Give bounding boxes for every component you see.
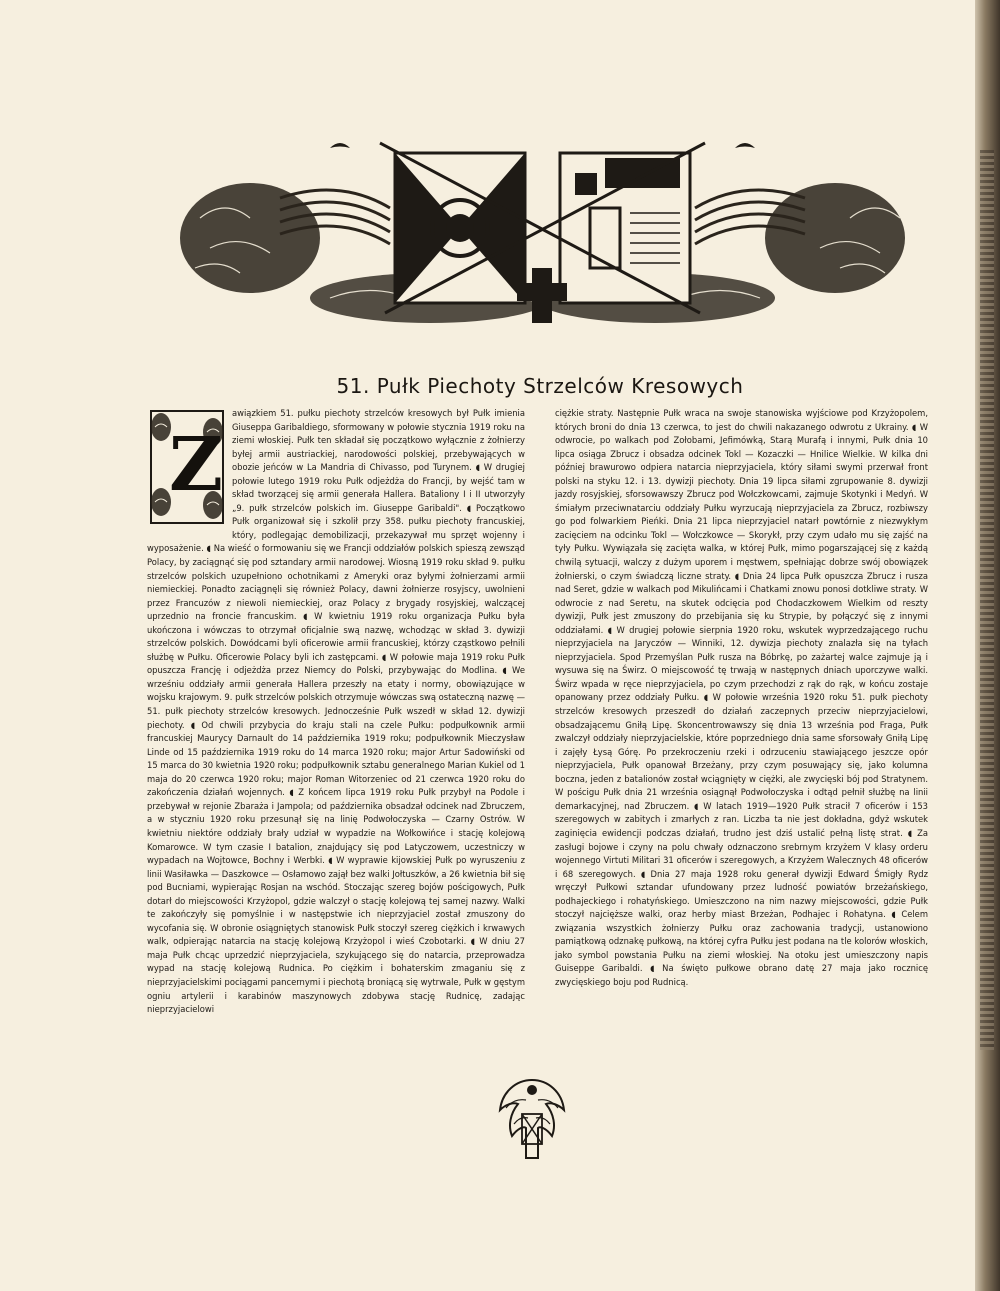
eagle-badge-emblem <box>496 1074 568 1166</box>
right-column-text: ciężkie straty. Następnie Pułk wraca na swoje stanowiska wyjściowe pod Krzyżopolem, których broni do dnia 13 czerwca, to jest do chwili nakazanego odwrotu z Ukrainy. ◖ W odwrocie, po walkach pod Zołobami, Jefimówką, Starą Murafą i innymi, Pułk dnia 10 lipca osiąga Zbrucz i obsadza odcinek Tokl — Kozaczki — Hnilice Wielkie. W kilka dni później brawurowo odpiera natarcia nieprzyjaciela, który siłami swymi przerwał front polski na styku 12. i 13. dywizji piechoty. Dnia 19 lipca siłami zgrupowanie 8. dywizji jazdy rosyjskiej, sforsowawszy Zbrucz pod Wołczkowcami, zajmuje Skotynki i Medyń. W śmiałym przeciwnatarciu oddziały Pułku wyrzucają nieprzyjaciela za Zbrucz, rozbiwszy go pod folwarkiem Pieńki. Dnia 21 lipca nieprzyjaciel natarł powtórnie z niezwykłym zacięciem na odcinku Tokl — Wołczkowce — Skorykł, przy czym udało mu się zajść na tyły Pułku. Wywiązała się zacięta walka, w której Pułk, mimo pogarszającej się z każdą chwilą sytuacji, walczy z dużym uporem i męstwem, spełniając dobrze swój obowiązek żołnierski, o czym świadczą liczne straty. ◖ Dnia 24 lipca Pułk opuszcza Zbrucz i rusza nad Seret, gdzie w walkach pod Mikulińcami i Chatkami znowu ponosi dotkliwe straty. W odwrocie z nad Seretu, na skutek odcięcia pod Chodaczkowem Wielkim od reszty dywizji, Pułk jest zmuszony do przebijania się ku Strypie, by połączyć się z innymi oddziałami. ◖ W drugiej połowie sierpnia 1920 roku, wskutek wyprzedzającego ruchu nieprzyjaciela na Jaryczów — Winniki, 12. dywizja piechoty znalazła się na tyłach nieprzyjaciela. Spod Przemyślan Pułk rusza na Bóbrkę, po zażartej walce zajmuje ją i wysuwa się na Świrz. O miejscowość tę trwają w następnych dniach uporczywe walki. Świrz wpada w ręce nieprzyjaciela, po czym przechodzi z rąk do rąk, w końcu zostaje opanowany przez oddziały Pułku. ◖ W połowie września 1920 roku 51. pułk piechoty strzelców kresowych przeszedł do działań zaczepnych przeciw nieprzyjacielowi, obsadzającemu Gniłą Lipę. Skoncentrowawszy się dnia 13 września pod Fraga, Pułk zwalczył oddziały nieprzyjacielskie, które poprzedniego dnia same sforsowały Gniłą Lipę i zajęły Łysą Górę. Po przekroczeniu rzeki i odrzuceniu stawiającego jeszcze opór nieprzyjaciela, Pułk opanował Brzeżany, przy czym posuwający się, jako kolumna boczna, jeden z batalionów został wciągnięty w ciężki, ale zwycięski bój pod Stratynem. W pościgu Pułk dnia 21 września osiągnął Podwołoczyska i odtąd pełnił służbę na linii demarkacyjnej, nad Zbruczem. ◖ W latach 1919—1920 Pułk stracił 7 oficerów i 153 szeregowych w zabitych i zmarłych z ran. Liczba ta nie jest dokładna, gdyż wskutek zaginięcia ewidencji podczas działań, trudno jest dziś ustalić pełną listę strat. ◖ Za zasługi bojowe i czyny na polu chwały odznaczono srebrnym krzyżem V klasy orderu wojennego Virtuti Militari 31 oficerów i szeregowych, a Krzyżem Walecznych 48 oficerów i 68 szeregowych. ◖ Dnia 27 maja 1928 roku generał dywizji Edward Śmigły Rydz wręczył Pułkowi sztandar ufundowany przez ludność powiatów brzeżańskiego, podhajeckiego i rohatyńskiego. Umieszczono na nim nazwy miejscowości, gdzie Pułk stoczył najcięższe walki, oraz herby miast Brzeżan, Podhajec i Rohatyna. ◖ Celem związania wszystkich żołnierzy Pułku oraz zachowania tradycji, ustanowiono pamiątkową odznakę pułkową, na której cyfra Pułku jest podana na tle kolorów włoskich, jako symbol powstania Pułku na ziemi włoskiej. Na otoku jest umieszczony napis Guiseppe Garibaldi. ◖ Na święto pułkowe obrano datę 27 maja jako rocznicę zwycięskiego boju pod Rudnicą. <box>555 408 928 987</box>
right-text-column <box>555 407 928 990</box>
page-title: 51. Pułk Piechoty Strzelców Kresowych <box>336 374 744 398</box>
initial-letter: Z <box>169 422 224 508</box>
left-column-text: awiązkiem 51. pułku piechoty strzelców kresowych był Pułk imienia Giuseppa Garibaldiego, sformowany w połowie stycznia 1919 roku na ziemi włoskiej. Pułk ten składał się początkowo wyłącznie z żołnierzy byłej armii austriackiej, narodowości polskiej, przebywających w obozie jeńców w La Mandria di Chivasso, pod Turynem. ◖ W drugiej połowie lutego 1919 roku Pułk odjeżdża do Francji, by wejść tam w skład tworzącej się armii generała Hallera. Bataliony I i II utworzyły „9. pułk strzelców polskich im. Giuseppe Garibaldi". ◖ Początkowo Pułk organizował się i szkolił przy 358. pułku piechoty francuskiej, który, podlegając demobilizacji, przekazywał mu sprzęt wojenny i wyposażenie. ◖ Na wieść o formowaniu się we Francji oddziałów polskich spieszą zewsząd Polacy, by zaciągnąć się pod sztandary armii narodowej. Wiosną 1919 roku skład 9. pułku strzelców polskich uzupełniono ochotnikami z Ameryki oraz byłymi żołnierzami armii niemieckiej. Ponadto zaciągnęli się również Polacy, dawni żołnierze rosyjscy, uwolnieni przez Francuzów z niewoli niemieckiej, oraz Polacy z brygady rosyjskiej, walczącej uprzednio na froncie francuskim. ◖ W kwietniu 1919 roku organizacja Pułku była ukończona i wówczas to otrzymał oficjalnie swą nazwę, wchodząc w skład 3. dywizji strzelców polskich. Dowódcami byli oficerowie armii francuskiej, którzy cząstkowo pełnili służbę w Pułku. Oficerowie Polacy byli ich zastępcami. ◖ W połowie maja 1919 roku Pułk opuszcza Francję i odjeżdża przez Niemcy do Polski, przybywając do Modlina. ◖ We wrześniu oddziały armii generała Hallera przeszły na etaty i normy, obowiązujące w wojsku krajowym. 9. pułk strzelców polskich otrzymuje wówczas swą ostateczną nazwę — 51. pułk piechoty strzelców kresowych. Jednocześnie Pułk wszedł w skład 12. dywizji piechoty. ◖ Od chwili przybycia do kraju stali na czele Pułku: podpułkownik armii francuskiej Maurycy Darnault do 14 października 1919 roku; podpułkownik Mieczysław Linde od 15 października 1919 roku do 14 marca 1920 roku; major Artur Sadowiński od 15 marca do 30 kwietnia 1920 roku; podpułkownik sztabu generalnego Marian Kukiel od 1 maja do 20 czerwca 1920 roku; major Roman Witorzeniec od 21 czerwca 1920 roku do zakończenia działań wojennych. ◖ Z końcem lipca 1919 roku Pułk przybył na Podole i przebywał w rejonie Zbaraża i Jampola; od października obsadzał odcinek nad Zbruczem, a w styczniu 1920 roku przesunął się na linię Podwołoczyska — Czarny Ostrów. W kwietniu niektóre oddziały brały udział w wypadzie na Wołkowińce i stację kolejową Komarowce. W tym czasie I batalion, znajdujący się pod Latyczowem, uczestniczy w wypadach na Wojtowce, Bochny i Werbki. ◖ W wyprawie kijowskiej Pułk po wyruszeniu z linii Wasiławka — Daszkowce — Osłamowo zajął bez walki Jołtuszków, a 26 kwietnia bił się pod Bucniami, wypierając Rosjan na wschód. Stoczając szereg bojów pościgowych, Pułk dotarł do miejscowości Krzyżopol, gdzie walczył o stację kolejową tej samej nazwy. Walki te zakończyły się pomyślnie i w następstwie ich nieprzyjaciel został zmuszony do wycofania się. W obronie osiągniętych stanowisk Pułk stoczył szereg ciężkich i krwawych walk, odpierając natarcia na stację kolejową Krzyżopol i wieś Czobotarki. ◖ W dniu 27 maja Pułk chcąc uprzedzić nieprzyjaciela, szykującego się do natarcia, przeprowadza wypad na stację kolejową Rudnica. Po ciężkim i bohaterskim zmaganiu się z nieprzyjacielskimi pociągami pancernymi i piechotą broniącą się wytrwale, Pułk w gęstym ogniu artylerii i karabinów maszynowych zdobywa stację Rudnicę, zadając nieprzyjacielowi <box>147 408 525 1015</box>
flags-banner-icon <box>180 128 905 328</box>
left-text-column <box>147 407 525 1017</box>
regimental-flags-banner <box>180 128 905 328</box>
eagle-badge-icon <box>496 1074 568 1166</box>
ornamental-initial <box>147 407 227 527</box>
adjacent-page-edge <box>980 150 994 1050</box>
